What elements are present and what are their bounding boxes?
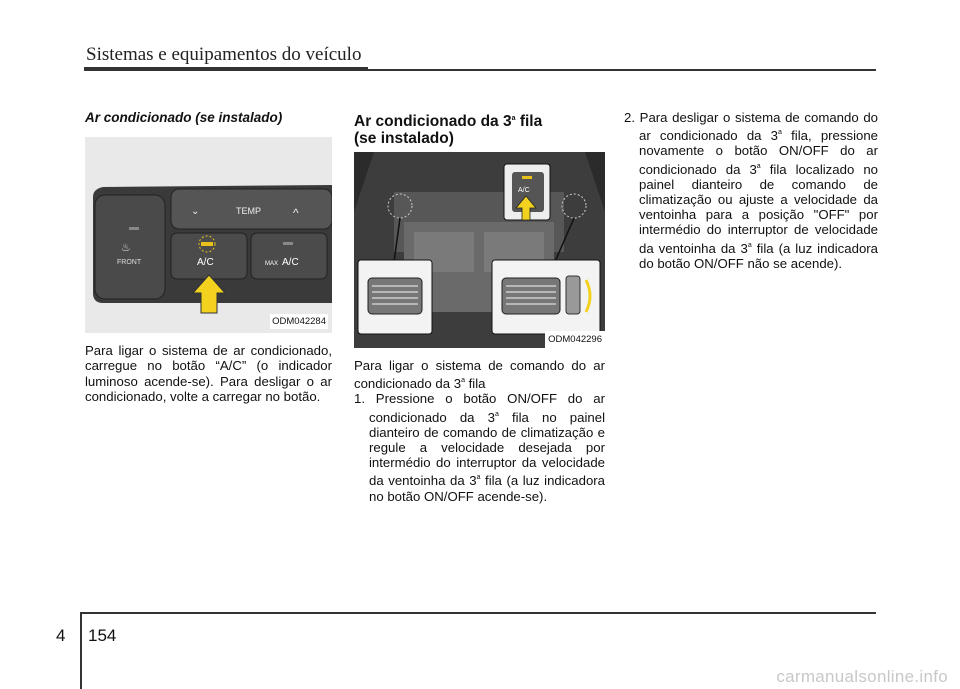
- inset-ac-label: A/C: [518, 187, 530, 194]
- section-heading-ac: Ar condicionado (se instalado): [85, 110, 283, 125]
- temp-up-icon: ^: [293, 206, 299, 221]
- page-number: 154: [88, 626, 117, 645]
- chapter-number: 4: [56, 626, 66, 645]
- header-rule-thin: [368, 69, 876, 71]
- figure-ac-panel: [85, 137, 332, 333]
- ac-label: A/C: [197, 257, 214, 269]
- body-paragraph: Para ligar o sistema de ar condicionado, carregue no botão “A/C” (o indicador luminoso acende-se). Para desligar o ar condicionado, volte a carregar no botão.: [85, 343, 332, 404]
- figure-3rd-row-vents: [354, 152, 605, 348]
- watermark: carmanualsonline.info: [776, 667, 948, 686]
- figure-code: ODM042284: [270, 314, 328, 329]
- intro-paragraph: Para ligar o sistema de comando do ar condicionado da 3$^a$ fila: [354, 358, 605, 392]
- footer-rule: [80, 612, 876, 614]
- column-3: [624, 110, 878, 271]
- front-label: FRONT: [117, 259, 142, 267]
- defrost-icon: ♨: [121, 241, 131, 255]
- column-2: [354, 110, 605, 504]
- temp-label: TEMP: [236, 206, 262, 217]
- header-rule: [84, 67, 368, 71]
- column-1: [85, 110, 332, 404]
- figure-code: ODM042296: [545, 331, 605, 348]
- step-2: 2. Para desligar o sistema de comando do ar condicionado da 3$^a$ fila, pressione novamente o botão ON/OFF do ar condicionado da 3$^a$ fila localizado no painel dianteiro de comando de climatização ou ajuste a velocidade da ventoinha para a posição "OFF" por intermédio do interruptor de velocidade da ventoinha da 3$^a$ fila (a luz indicadora do botão ON/OFF não se acende).: [624, 110, 879, 271]
- temp-down-icon: ⌄: [191, 206, 200, 218]
- max-ac-label: A/C: [282, 257, 299, 269]
- section-heading-3rd-row: Ar condicionado da 3$^a$ fila (se instalado): [354, 113, 543, 147]
- footer-rule-vertical: [80, 612, 82, 689]
- step-1: 1. Pressione o botão ON/OFF do ar condicionado da 3$^a$ fila no painel dianteiro de comando de climatização e regule a velocidade desejada por intermédio do interruptor da velocidade da ventoinha da 3$^a$ fila (a luz indicadora no botão ON/OFF acende-se).: [354, 391, 606, 504]
- ac-panel-illustration: [85, 137, 332, 333]
- max-label: MAX: [265, 261, 279, 268]
- header-title: Sistemas e equipamentos do veículo: [86, 44, 362, 65]
- cargo-vents-illustration: [354, 152, 605, 348]
